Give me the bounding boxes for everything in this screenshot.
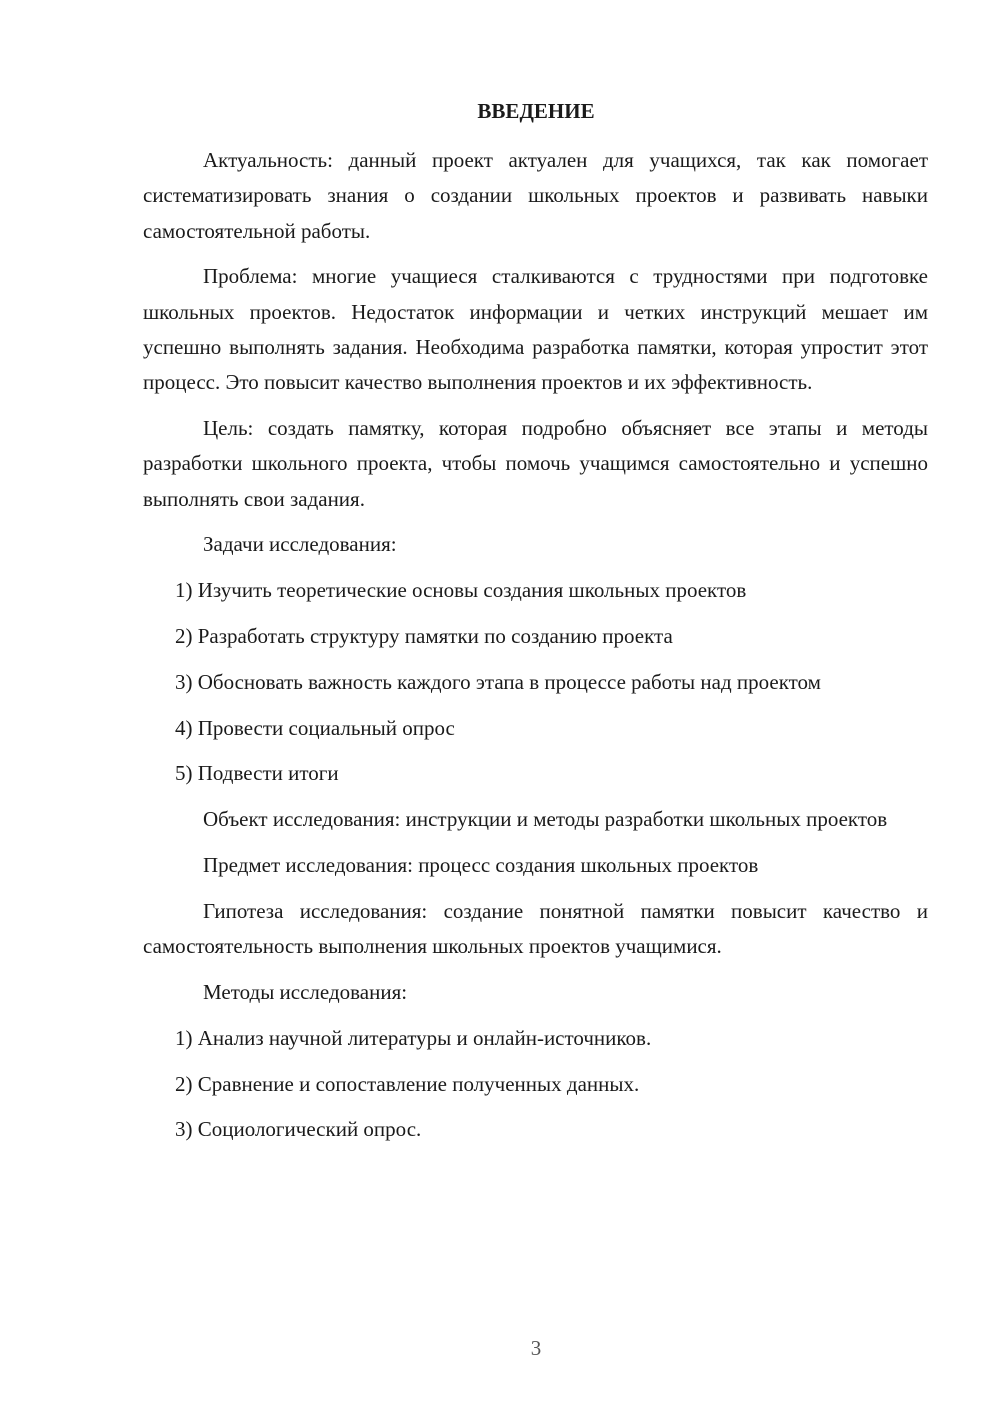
- goal-paragraph: Цель: создать памятку, которая подробно объясняет все этапы и методы разработки школьного проекта, чтобы помочь учащимся самостоятельно и успешно выполнять свои задания.: [143, 416, 928, 511]
- relevance-paragraph: Актуальность: данный проект актуален для учащихся, так как помогает систематизировать знания о создании школьных проектов и развивать навыки самостоятельной работы.: [143, 148, 928, 243]
- page-number: 3: [530, 1336, 542, 1360]
- task-item: 3) Обосновать важность каждого этапа в процессе работы над проектом: [175, 669, 821, 694]
- problem-paragraph: Проблема: многие учащиеся сталкиваются с трудностями при подготовке школьных проектов. Недостаток информации и четких инструкций мешает им успешно выполнять задания. Необходима разработка памятки, которая упростит этот процесс. Это повысит качество выполнения проектов и их эффективность.: [143, 264, 928, 395]
- tasks-heading: Задачи исследования:: [203, 532, 397, 557]
- method-item: 2) Сравнение и сопоставление полученных данных.: [175, 1071, 640, 1096]
- task-item: 2) Разработать структуру памятки по созданию проекта: [175, 624, 673, 649]
- object-paragraph: Объект исследования: инструкции и методы разработки школьных проектов: [203, 807, 888, 832]
- method-item: 1) Анализ научной литературы и онлайн-источников.: [175, 1025, 652, 1050]
- task-item: 4) Провести социальный опрос: [175, 715, 455, 740]
- subject-paragraph: Предмет исследования: процесс создания школьных проектов: [203, 853, 759, 878]
- page-title: ВВЕДЕНИЕ: [477, 99, 595, 123]
- method-item: 3) Социологический опрос.: [175, 1117, 422, 1142]
- task-item: 1) Изучить теоретические основы создания школьных проектов: [175, 578, 747, 603]
- hypothesis-paragraph: Гипотеза исследования: создание понятной памятки повысит качество и самостоятельность выполнения школьных проектов учащимися.: [143, 898, 928, 959]
- document-body: [143, 143, 928, 1148]
- task-item: 5) Подвести итоги: [175, 761, 339, 786]
- methods-heading: Методы исследования:: [203, 979, 408, 1004]
